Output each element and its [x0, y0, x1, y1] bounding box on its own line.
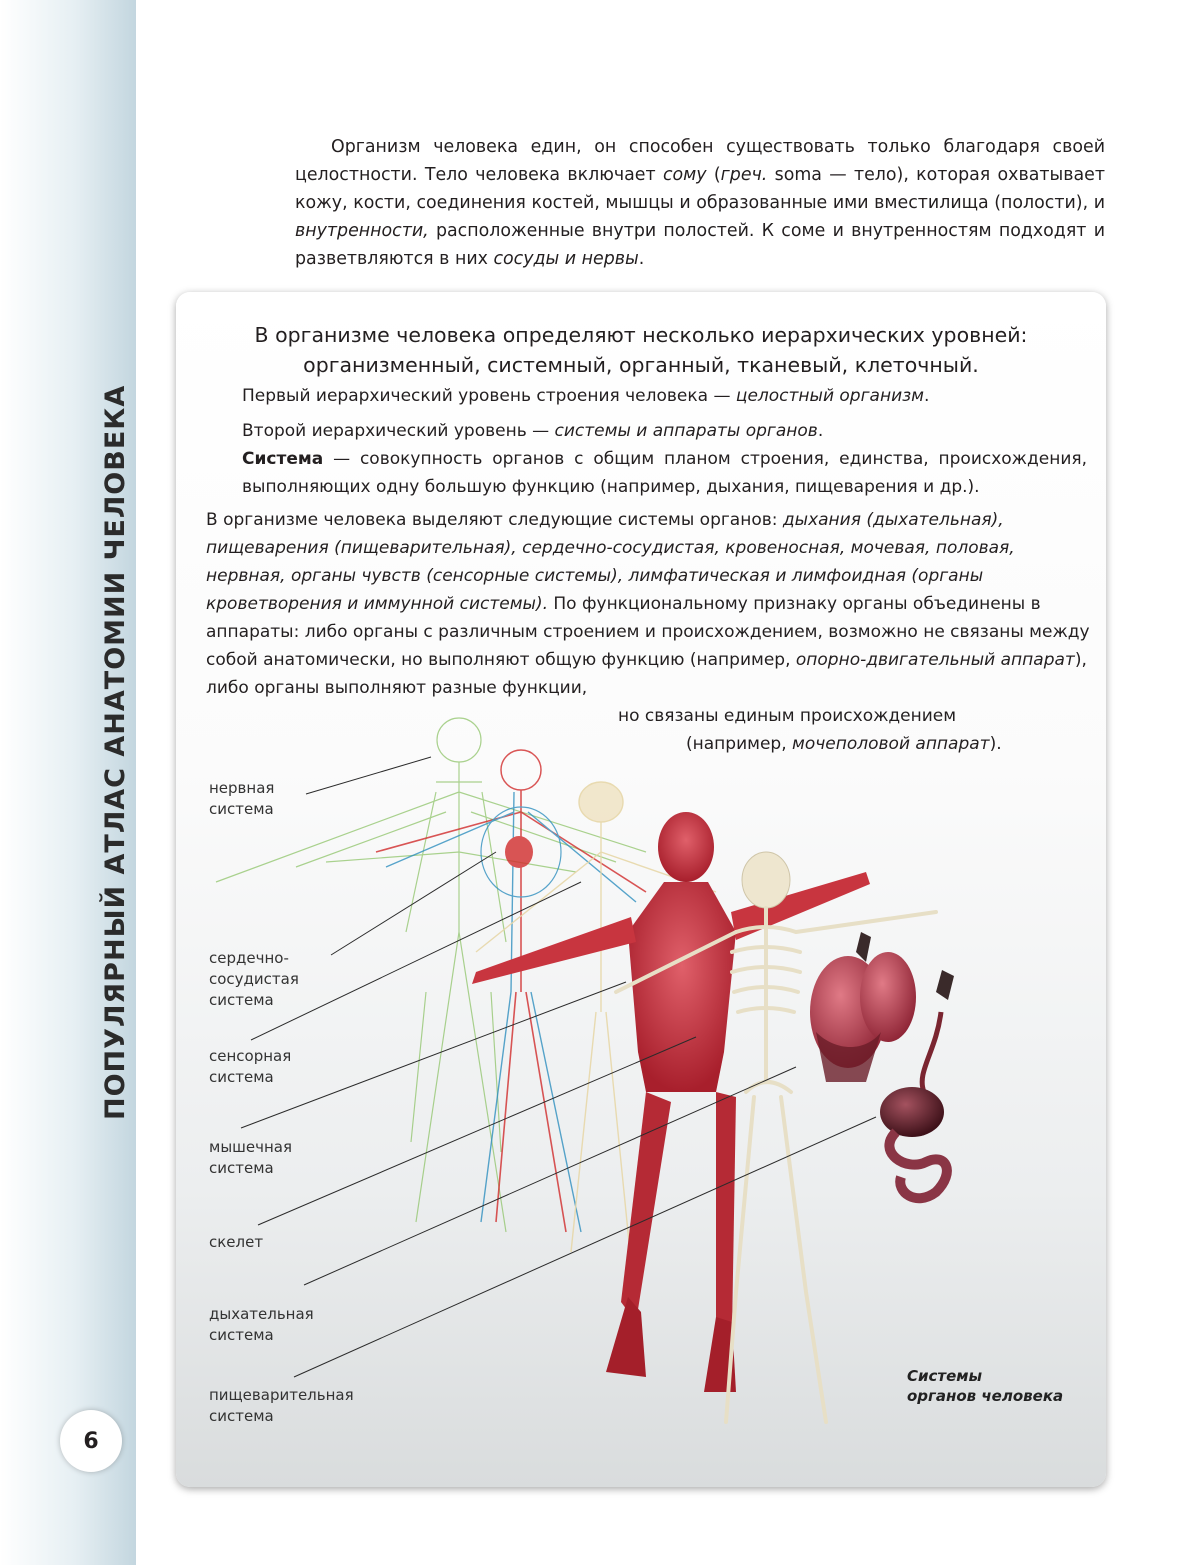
- book-title-vertical: ПОПУЛЯРНЫЙ АТЛАС АНАТОМИИ ЧЕЛОВЕКА: [100, 384, 131, 1120]
- levels-heading-line2: организменный, системный, органный, тканевый, клеточный.: [303, 353, 979, 377]
- systems-paragraph: В организме человека выделяют следующие системы органов: дыхания (дыхательная), пищеварения (пищеварительная), сердечно-сосудистая, кровеносная, мочевая, половая, нервная, органы чувств (сенсорные системы), лимфатическая и лимфоидная (органы кроветворения и иммунной системы). По функциональному признаку органы объединены в аппараты: либо органы с различным строением и происхождением, возможно не связаны между собой анатомически, но выполняют общую функцию (например, опорно-двигательный аппарат), либо органы выполняют разные функции, но связаны единым происхождением (например, мочеполовой аппарат).: [206, 510, 1090, 754]
- label-respiratory-system: дыхательная система: [209, 1305, 314, 1344]
- system-definition: Система — совокупность органов с общим планом строения, единства, происхождения, выполняющих одну большую функцию (например, дыхания, пищеварения и др.).: [242, 449, 1087, 497]
- figure-caption: Системы органов человека: [907, 1367, 1064, 1405]
- levels-heading: [176, 320, 1106, 380]
- label-nervous-system: нервная система: [209, 779, 275, 818]
- label-cardiovascular-system: сердечно- сосудистая система: [209, 949, 299, 1009]
- info-card: [176, 292, 1106, 1487]
- page-number: 6: [60, 1410, 122, 1472]
- label-skeleton: скелет: [209, 1233, 264, 1251]
- first-level-text: Первый иерархический уровень строения человека — целостный организм.: [242, 386, 930, 406]
- label-sensory-system: сенсорная система: [209, 1047, 292, 1086]
- intro-paragraph: Организм человека един, он способен существовать только благодаря своей целостности. Тело человека включает сому (греч. soma — тело), которая охватывает кожу, кости, соединения костей, мышцы и образованные ими вместилища (полости), и внутренности, расположенные внутри полостей. К соме и внутренностям подходят и разветвляются в них сосуды и нервы.: [295, 137, 1105, 269]
- muscular-figure: [472, 812, 870, 1392]
- respiratory-organs: [810, 932, 916, 1082]
- label-muscular-system: мышечная система: [209, 1138, 292, 1177]
- second-level-text: Второй иерархический уровень — системы и аппараты органов.: [242, 421, 824, 441]
- levels-heading-line1: В организме человека определяют несколько иерархических уровней:: [254, 323, 1028, 347]
- label-digestive-system: пищеварительная система: [209, 1386, 354, 1425]
- leader-lines: [241, 757, 876, 1377]
